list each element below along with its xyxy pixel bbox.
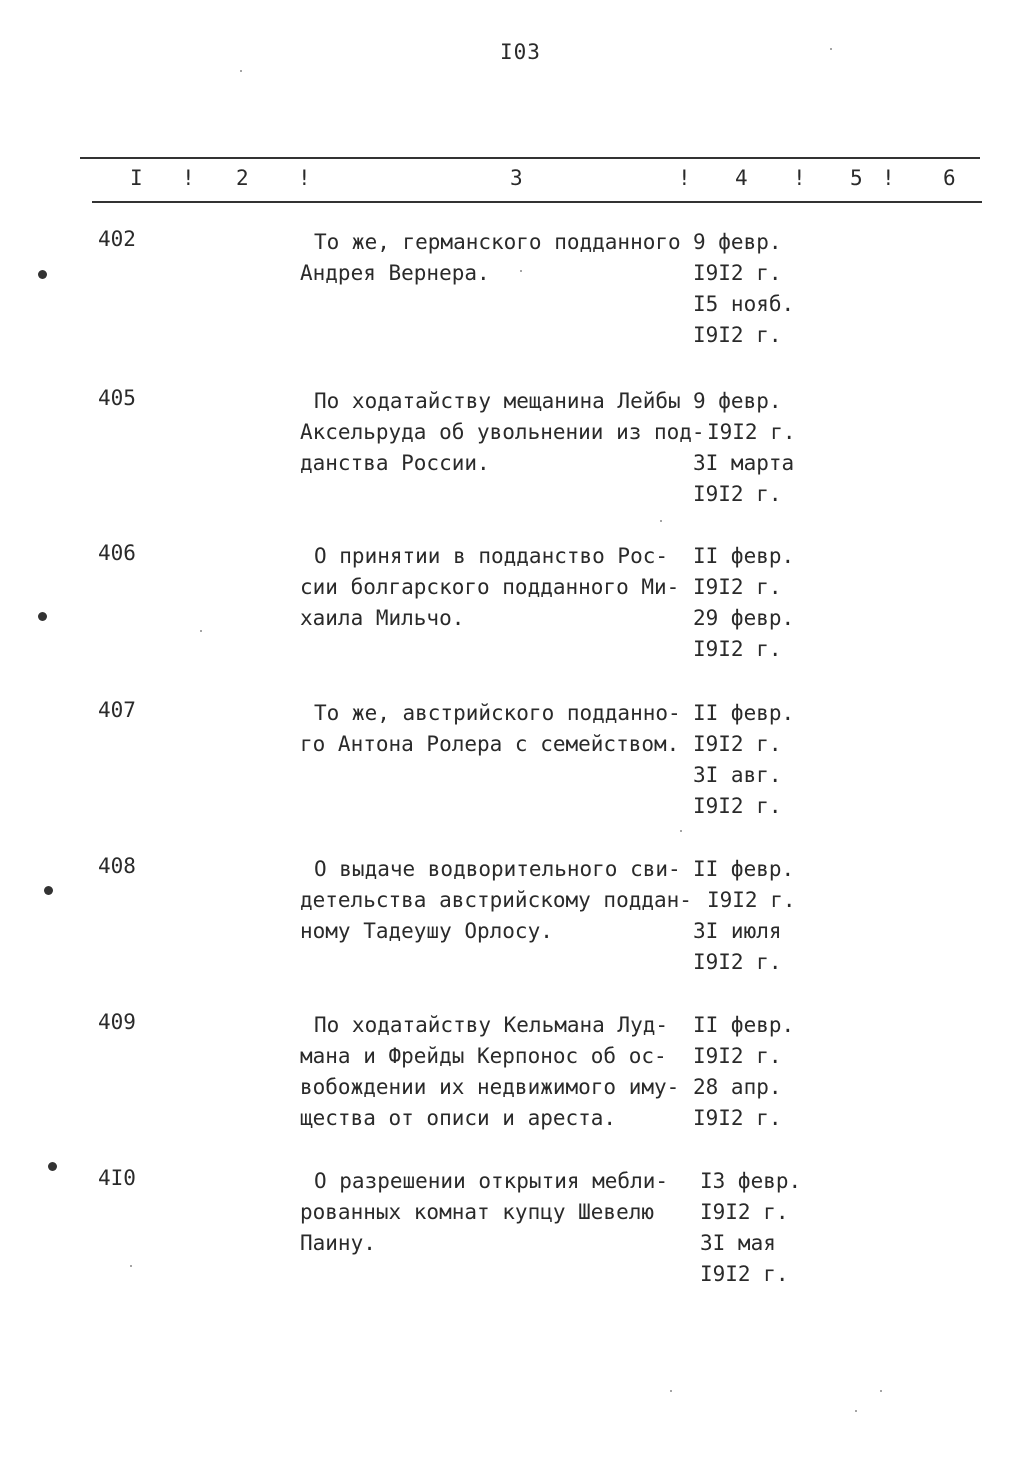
- date-line: I9I2 г.: [693, 732, 782, 756]
- header-sep-3: !: [678, 166, 691, 190]
- description-line: данства России.: [300, 451, 490, 475]
- description-line: О принятии в подданство Рос-: [314, 544, 669, 568]
- description-line: По ходатайству мещанина Лейбы: [314, 389, 681, 413]
- header-sep-1: !: [182, 166, 195, 190]
- scan-speck: [660, 520, 662, 522]
- entry-dates: [700, 1166, 820, 1290]
- date-line: I5 нояб.: [693, 292, 795, 316]
- date-line: I9I2 г.: [693, 323, 782, 347]
- date-line: I9I2 г.: [707, 420, 796, 444]
- date-line: I9I2 г.: [693, 261, 782, 285]
- page-number: I03: [500, 40, 541, 64]
- entry-dates: [693, 386, 813, 510]
- register-entry-406: [0, 541, 1024, 671]
- date-line: I9I2 г.: [693, 794, 782, 818]
- entry-dates: [693, 227, 813, 351]
- date-line: I3 февр.: [700, 1169, 802, 1193]
- date-line: 9 февр.: [693, 389, 782, 413]
- header-sep-2: !: [298, 166, 311, 190]
- entry-dates: [693, 854, 813, 978]
- entry-number: 402: [98, 227, 136, 251]
- entry-number: 409: [98, 1010, 136, 1034]
- scan-speck: [240, 70, 242, 72]
- date-line: I9I2 г.: [693, 482, 782, 506]
- entry-description: [300, 1166, 695, 1259]
- header-col-6: 6: [943, 166, 956, 190]
- description-line: мана и Фрейды Керпонос об ос-: [300, 1044, 667, 1068]
- description-line: Аксельруда об увольнении из под-: [300, 420, 705, 444]
- date-line: I9I2 г.: [700, 1262, 789, 1286]
- entry-description: [300, 1010, 695, 1134]
- entry-description: [300, 698, 695, 760]
- description-line: го Антона Ролера с семейством.: [300, 732, 680, 756]
- scan-speck: [855, 1410, 857, 1412]
- header-col-3: 3: [510, 166, 523, 190]
- date-line: 3I авг.: [693, 763, 782, 787]
- description-line: То же, австрийского подданно-: [314, 701, 681, 725]
- date-line: I9I2 г.: [693, 637, 782, 661]
- entry-number: 405: [98, 386, 136, 410]
- description-line: По ходатайству Кельмана Луд-: [314, 1013, 669, 1037]
- entry-number: 407: [98, 698, 136, 722]
- scan-speck: [520, 270, 522, 272]
- header-sep-4: !: [793, 166, 806, 190]
- binding-mark: [44, 886, 53, 895]
- binding-mark: [38, 270, 47, 279]
- header-sep-5: !: [882, 166, 895, 190]
- register-entry-409: [0, 1010, 1024, 1140]
- header-col-5: 5: [850, 166, 863, 190]
- register-entry-407: [0, 698, 1024, 828]
- scan-speck: [880, 1390, 882, 1392]
- scan-speck: [670, 1390, 672, 1392]
- header-col-2: 2: [236, 166, 249, 190]
- description-line: Паину.: [300, 1231, 376, 1255]
- description-line: То же, германского подданного: [314, 230, 681, 254]
- date-line: I9I2 г.: [707, 888, 796, 912]
- description-line: вобождении их недвижимого иму-: [300, 1075, 680, 1099]
- date-line: 29 февр.: [693, 606, 795, 630]
- header-col-4: 4: [735, 166, 748, 190]
- scan-speck: [200, 630, 202, 632]
- entry-dates: [693, 541, 813, 665]
- description-line: детельства австрийскому поддан-: [300, 888, 692, 912]
- entry-description: [300, 386, 705, 479]
- entry-number: 4I0: [98, 1166, 136, 1190]
- scan-speck: [130, 1265, 132, 1267]
- header-bottom-rule: [92, 201, 982, 203]
- date-line: I9I2 г.: [700, 1200, 789, 1224]
- date-line: 3I мая: [700, 1231, 776, 1255]
- description-line: щества от описи и ареста.: [300, 1106, 617, 1130]
- description-line: О выдаче водворительного сви-: [314, 857, 681, 881]
- date-line: II февр.: [693, 1013, 795, 1037]
- description-line: рованных комнат купцу Шевелю: [300, 1200, 655, 1224]
- description-line: ному Тадеушу Орлосу.: [300, 919, 553, 943]
- date-line: 28 апр.: [693, 1075, 782, 1099]
- scan-speck: [680, 830, 682, 832]
- description-line: О разрешении открытия мебли-: [314, 1169, 669, 1193]
- date-line: II февр.: [693, 544, 795, 568]
- register-entry-402: [0, 227, 1024, 357]
- header-col-1: I: [130, 166, 143, 190]
- date-line: II февр.: [693, 701, 795, 725]
- header-top-rule: [80, 157, 980, 159]
- entry-description: [300, 541, 695, 634]
- register-entry-405: [0, 386, 1024, 516]
- date-line: I9I2 г.: [693, 1044, 782, 1068]
- scan-speck: [830, 48, 832, 50]
- date-line: 3I июля: [693, 919, 782, 943]
- entry-dates: [693, 1010, 813, 1134]
- register-entry-408: [0, 854, 1024, 984]
- description-line: Андрея Вернера.: [300, 261, 490, 285]
- description-line: сии болгарского подданного Ми-: [300, 575, 680, 599]
- date-line: 9 февр.: [693, 230, 782, 254]
- date-line: 3I марта: [693, 451, 795, 475]
- entry-number: 408: [98, 854, 136, 878]
- date-line: I9I2 г.: [693, 575, 782, 599]
- description-line: хаила Мильчо.: [300, 606, 465, 630]
- entry-number: 406: [98, 541, 136, 565]
- entry-description: [300, 227, 709, 289]
- register-entry-410: [0, 1166, 1024, 1296]
- date-line: I9I2 г.: [693, 1106, 782, 1130]
- entry-dates: [693, 698, 813, 822]
- entry-description: [300, 854, 695, 947]
- binding-mark: [48, 1162, 57, 1171]
- binding-mark: [38, 612, 47, 621]
- date-line: II февр.: [693, 857, 795, 881]
- date-line: I9I2 г.: [693, 950, 782, 974]
